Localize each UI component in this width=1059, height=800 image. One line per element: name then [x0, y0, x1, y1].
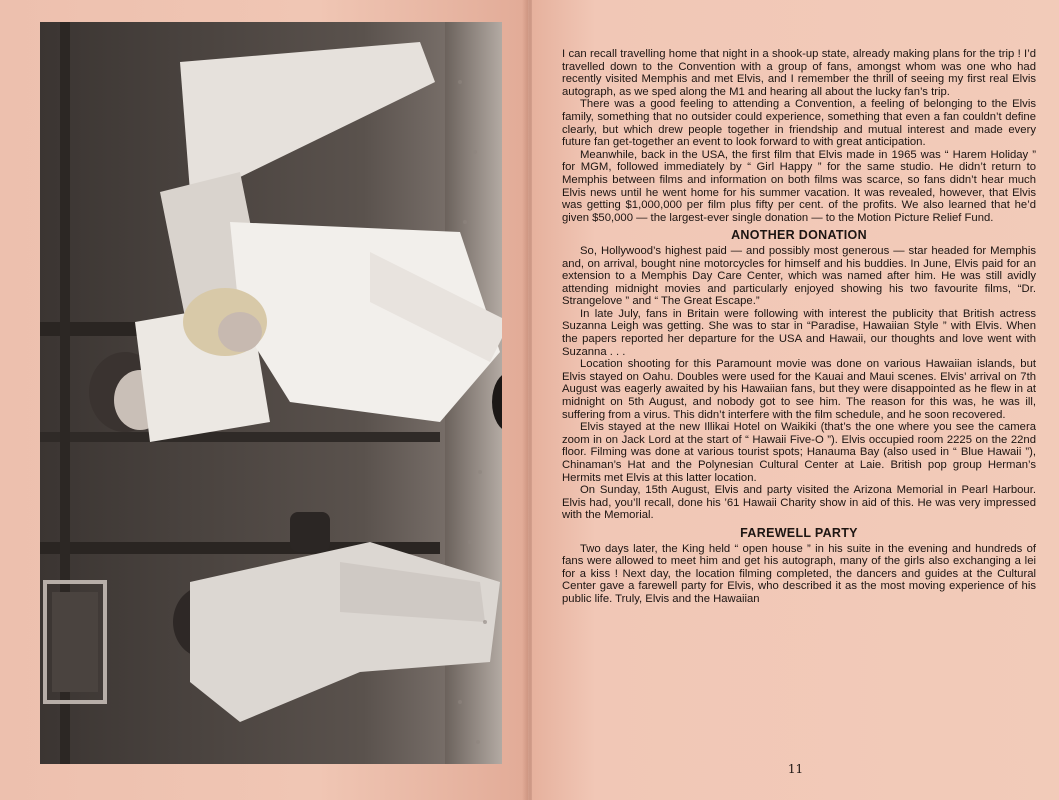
film-still-photo	[40, 22, 502, 764]
paragraph: So, Hollywood’s highest paid — and possibly most generous — star headed for Memphis and, on arrival, bought nine motorcycles for himself and his buddies. In June, Elvis paid for an extension to a Memphis Day Care Center, which was named after him. He was still avidly attending midnight movies and particularly enjoyed showing his two favourite films, “Dr. Strangelove ” and “ The Great Escape.”	[562, 244, 1036, 308]
paragraph: There was a good feeling to attending a Convention, a feeling of belonging to the Elvis family, something that no outsider could experience, something that even a fan couldn’t define clearly, but which drew people together in friendship and mutual interest and made every future fan get-together an event to look forward to with great anticipation.	[562, 98, 1036, 149]
right-page	[532, 0, 1059, 800]
section-heading-another-donation: ANOTHER DONATION	[731, 228, 867, 243]
left-page	[0, 0, 528, 800]
paragraph: Location shooting for this Paramount movie was done on various Hawaiian islands, but Elvis stayed on Oahu. Doubles were used for the Kauai and Maui scenes. Elvis’ arrival on 7th August was eagerly awaited by his Hawaiian fans, but they were disappointed as he flew in at midnight on 5th August, and nobody got to see him. The reason for this was, he was ill, suffering from a virus. This didn’t interfere with the film schedule, and he soon recovered.	[562, 358, 1036, 421]
page-number: 11	[787, 762, 804, 776]
paragraph: Elvis stayed at the new Illikai Hotel on Waikiki (that’s the one where you see the camera zoom in on Jack Lord at the start of “ Hawaii Five-O ”). Elvis occupied room 2225 on the 22nd floor. Filming was done at various tourist spots; Hanauma Bay (also used in “ Blue Hawaii ”), Chinaman’s Hat and the Polynesian Cultural Center at Laie. British pop group Herman’s Hermits met Elvis at this latter location.	[562, 421, 1036, 484]
section-heading-farewell-party: FAREWELL PARTY	[740, 525, 858, 540]
paragraph: I can recall travelling home that night in a shook-up state, already making plans for the trip ! I’d travelled down to the Convention with a group of fans, amongst whom was one who had recently visited Memphis and met Elvis, and I remember the thrill of seeing my first real Elvis autograph, as we sped along the M1 and hearing all about the lucky fan’s trip.	[562, 48, 1036, 98]
article-text	[562, 48, 1036, 606]
paragraph: On Sunday, 15th August, Elvis and party visited the Arizona Memorial in Pearl Harbour. Elvis had, you’ll recall, done his ’61 Hawaii Charity show in aid of this. He was very impressed with the Memorial.	[562, 484, 1036, 522]
paragraph: Two days later, the King held “ open house ” in his suite in the evening and hundreds of fans were allowed to meet him and get his autograph, many of the girls also exchanging a lei for a kiss ! Next day, the location filming completed, the dancers and guides at the Cultural Center gave a farewell party for Elvis, who described it as the most moving experience of his public life. Truly, Elvis and the Hawaiian	[562, 542, 1036, 605]
paragraph: In late July, fans in Britain were following with interest the publicity that British actress Suzanna Leigh was getting. She was to star in “Paradise, Hawaiian Style ” with Elvis. When the papers reported her departure for the USA and Hawaii, our thoughts and love went with Suzanna . . .	[562, 307, 1036, 358]
paragraph: Meanwhile, back in the USA, the first film that Elvis made in 1965 was “ Harem Holiday ” for MGM, followed immediately by “ Girl Happy ” for the same studio. He didn’t return to Memphis between films and information on both films was scarce, so fans didn’t hear much Elvis news until he went home for his summer vacation. It was revealed, however, that Elvis was getting $1,000,000 per film plus fifty per cent. of the profits. We also learned that he’d given $50,000 — the largest-ever single donation — to the Motion Picture Relief Fund.	[562, 148, 1036, 224]
